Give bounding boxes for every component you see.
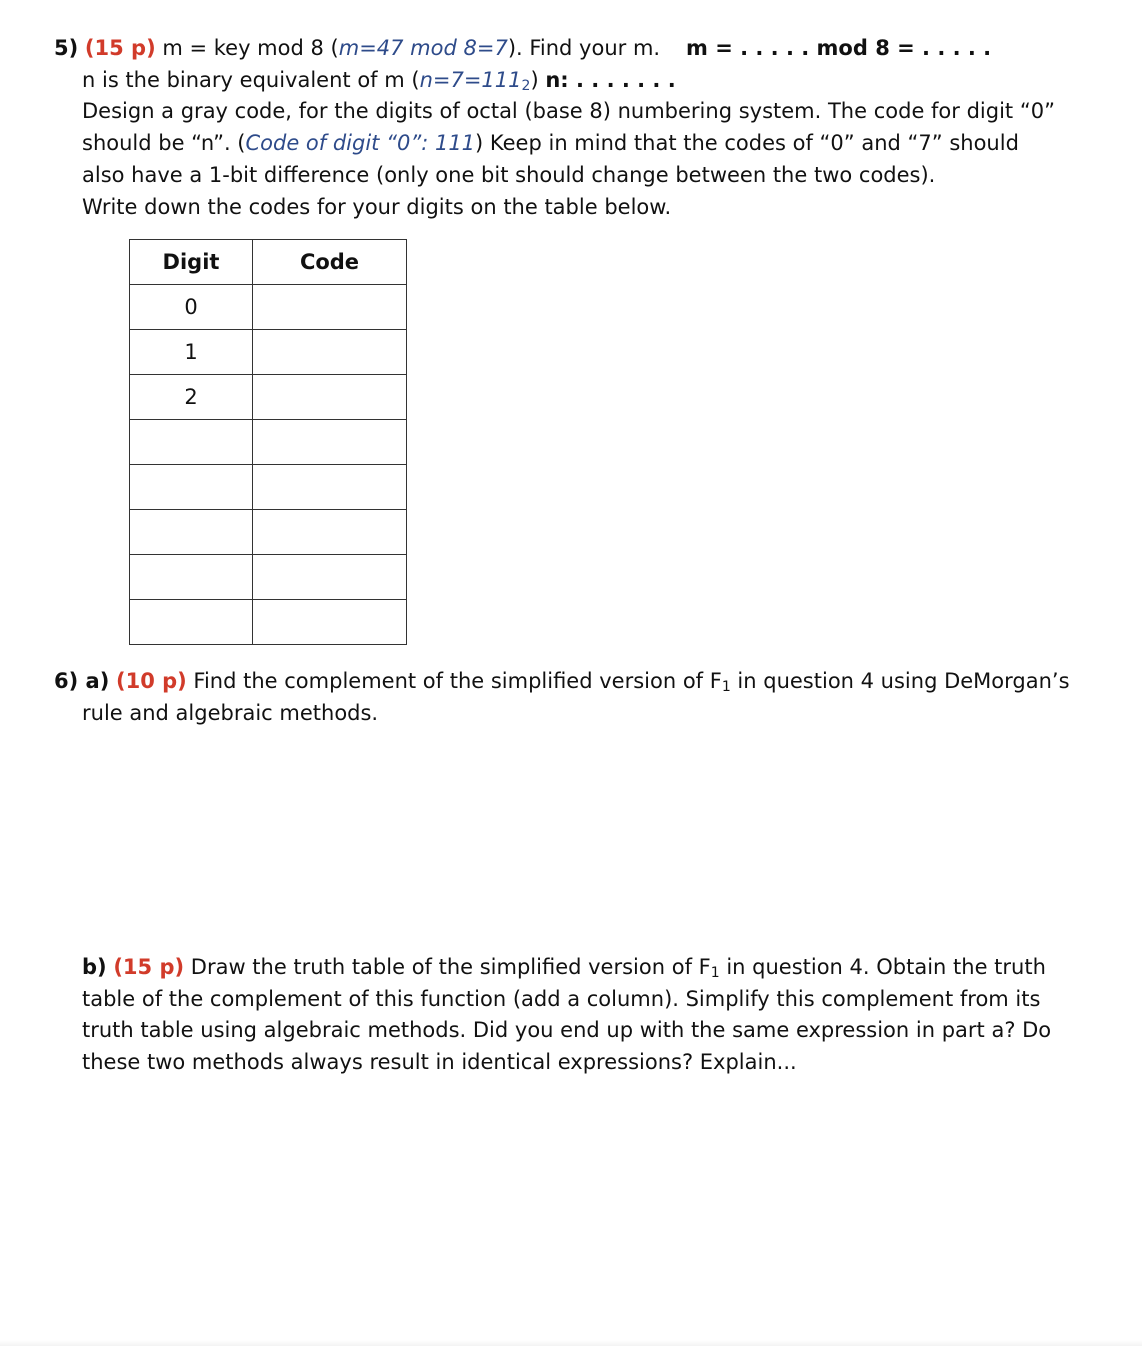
code-cell[interactable] bbox=[253, 465, 407, 510]
code-cell[interactable] bbox=[253, 285, 407, 330]
gray-code-table bbox=[129, 239, 407, 645]
q6a-line-1 bbox=[54, 666, 1070, 702]
q6a-number: 6) a) bbox=[54, 669, 110, 693]
q5-text-2b: ) bbox=[530, 68, 539, 92]
q5-n-blank: n: . . . . . . . bbox=[545, 68, 676, 92]
q5-example-m: m=47 mod 8=7 bbox=[338, 36, 508, 60]
q5-text-2a: n is the binary equivalent of m ( bbox=[82, 68, 420, 92]
q5-text-1a: m = key mod 8 ( bbox=[155, 36, 339, 60]
digit-cell[interactable] bbox=[130, 420, 253, 465]
table-row bbox=[130, 510, 407, 555]
q5-line-6: Write down the codes for your digits on the table below. bbox=[82, 195, 672, 219]
page-bottom-edge bbox=[0, 1340, 1142, 1346]
q6b-text-1a: Draw the truth table of the simplified version of F bbox=[184, 955, 711, 979]
q6a-text-1a: Find the complement of the simplified version of F bbox=[186, 669, 722, 693]
q6a-subscript: 1 bbox=[721, 679, 731, 695]
q6b-subscript: 1 bbox=[710, 965, 720, 981]
q5-line-4 bbox=[82, 128, 1019, 158]
digit-cell[interactable] bbox=[130, 465, 253, 510]
code-cell[interactable] bbox=[253, 510, 407, 555]
q6a-line-2: rule and algebraic methods. bbox=[82, 701, 379, 725]
code-cell[interactable] bbox=[253, 375, 407, 420]
q5-points: (15 p) bbox=[84, 36, 156, 60]
table-header-row bbox=[130, 240, 407, 285]
q5-m-blank: m = . . . . . mod 8 = . . . . . bbox=[686, 36, 992, 60]
q6a-points: (10 p) bbox=[115, 669, 187, 693]
header-code: Code bbox=[253, 240, 407, 285]
digit-cell: 1 bbox=[130, 330, 253, 375]
q5-example-n: n=7=111 bbox=[419, 68, 522, 92]
digit-cell: 0 bbox=[130, 285, 253, 330]
q5-line-1 bbox=[54, 33, 660, 63]
code-cell[interactable] bbox=[253, 420, 407, 465]
q6b-line-4: these two methods always result in identical expressions? Explain... bbox=[82, 1050, 797, 1074]
code-cell[interactable] bbox=[253, 330, 407, 375]
code-cell[interactable] bbox=[253, 555, 407, 600]
table-row bbox=[130, 465, 407, 510]
q5-line-5: also have a 1-bit difference (only one bit should change between the two codes). bbox=[82, 163, 936, 187]
code-cell[interactable] bbox=[253, 600, 407, 645]
q5-text-1b: ). Find your m. bbox=[507, 36, 661, 60]
digit-cell[interactable] bbox=[130, 510, 253, 555]
q6a-text-1b: in question 4 using DeMorgan’s bbox=[730, 669, 1070, 693]
q5-line-3: Design a gray code, for the digits of octal (base 8) numbering system. The code for digit “0” bbox=[82, 99, 1055, 123]
digit-cell: 2 bbox=[130, 375, 253, 420]
table-row bbox=[130, 420, 407, 465]
q6b-line-3: truth table using algebraic methods. Did you end up with the same expression in part a? Do bbox=[82, 1018, 1052, 1042]
table-row bbox=[130, 375, 407, 420]
table-row bbox=[130, 555, 407, 600]
digit-cell[interactable] bbox=[130, 555, 253, 600]
table-row bbox=[130, 285, 407, 330]
q6b-points: (15 p) bbox=[113, 955, 185, 979]
q5-text-4b: ) Keep in mind that the codes of “0” and “7” should bbox=[475, 131, 1019, 155]
q5-text-4a: should be “n”. ( bbox=[82, 131, 246, 155]
q6b-line-2: table of the complement of this function (add a column). Simplify this complement from its bbox=[82, 987, 1041, 1011]
header-digit: Digit bbox=[130, 240, 253, 285]
digit-cell[interactable] bbox=[130, 600, 253, 645]
q5-example-code: Code of digit “0”: 111 bbox=[245, 131, 476, 155]
q5-example-n-base: 2 bbox=[521, 78, 531, 94]
table-row bbox=[130, 330, 407, 375]
q6b-text-1b: in question 4. Obtain the truth bbox=[719, 955, 1046, 979]
q6b-number: b) bbox=[82, 955, 107, 979]
q5-number: 5) bbox=[54, 36, 79, 60]
table-row bbox=[130, 600, 407, 645]
q6b-line-1 bbox=[82, 952, 1046, 988]
